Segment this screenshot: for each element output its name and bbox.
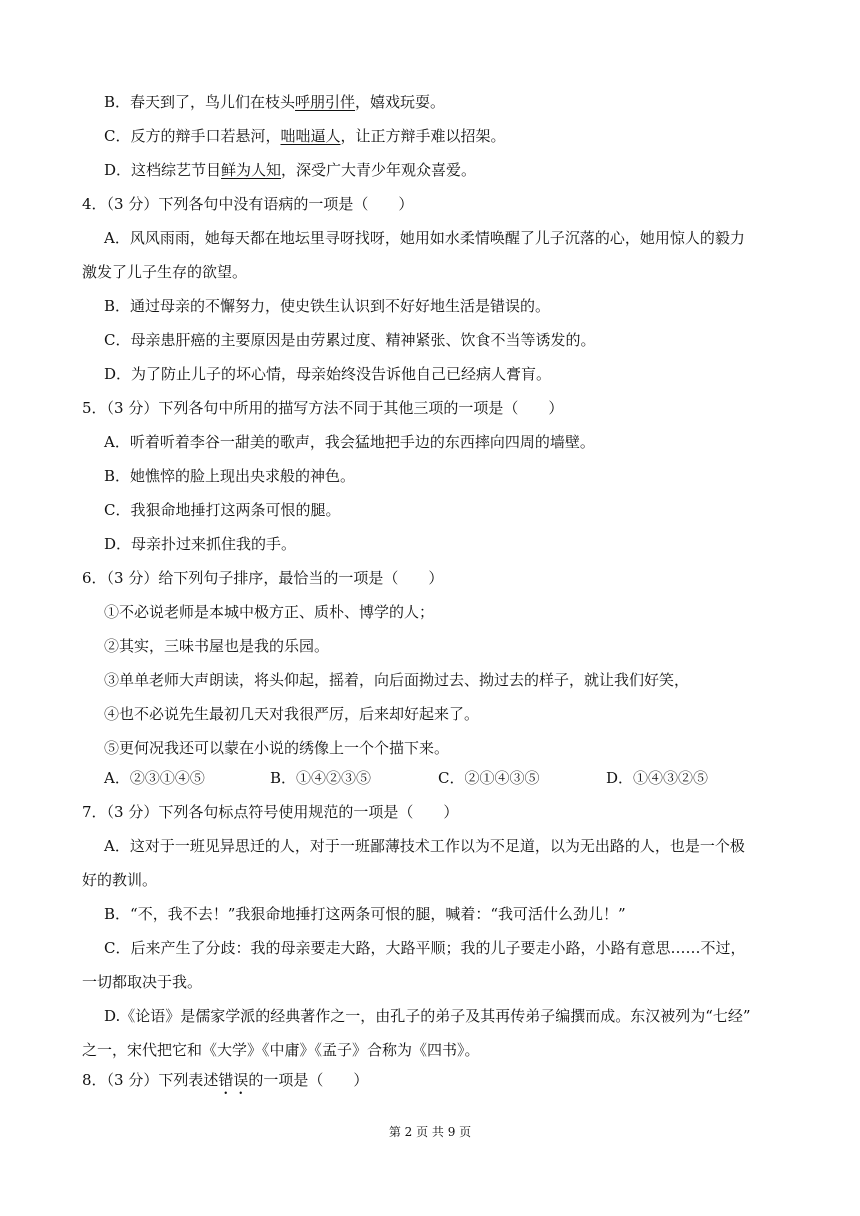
q7-option-c-line2: 一切都取决于我。 bbox=[82, 973, 203, 991]
q3-option-d-post: ，深受广大青少年观众喜爱。 bbox=[281, 161, 477, 179]
q8-stem-pre: 8．（3 分）下列表述 bbox=[82, 1071, 219, 1089]
q6-sentence-2: ②其实，三味书屋也是我的乐园。 bbox=[104, 637, 330, 655]
q7-option-b: B．“不，我不去！”我狠命地捶打这两条可恨的腿，喊着：“我可活什么劲儿！” bbox=[104, 905, 626, 923]
q3-option-b-underlined: 呼朋引伴 bbox=[295, 93, 356, 111]
q5-option-a: A．听着听着李谷一甜美的歌声，我会猛地把手边的东西摔向四周的墙壁。 bbox=[104, 433, 595, 451]
q6-sentence-3: ③单单老师大声朗读，将头仰起，摇着，向后面拗过去、拗过去的样子，就让我们好笑， bbox=[104, 671, 690, 689]
q8-emphasized-word: 错误 bbox=[218, 1071, 249, 1089]
q3-option-c bbox=[104, 126, 506, 146]
q3-option-d-pre: D．这档综艺节目 bbox=[104, 161, 222, 179]
q4-option-d: D．为了防止儿子的坏心情，母亲始终没告诉他自己已经病人膏肓。 bbox=[104, 365, 552, 383]
q7-option-a-line2: 好的教训。 bbox=[82, 871, 158, 889]
q6-stem: 6．（3 分）给下列句子排序，最恰当的一项是（ ） bbox=[82, 569, 444, 587]
q4-option-a-line2: 激发了儿子生存的欲望。 bbox=[82, 263, 248, 281]
q4-stem: 4．（3 分）下列各句中没有语病的一项是（ ） bbox=[82, 195, 414, 213]
q6-option-b: B．①④②③⑤ bbox=[270, 769, 372, 787]
q3-option-b bbox=[104, 92, 445, 112]
q5-option-c: C．我狠命地捶打这两条可恨的腿。 bbox=[104, 501, 341, 519]
q7-stem: 7．（3 分）下列各句标点符号使用规范的一项是（ ） bbox=[82, 803, 459, 821]
q3-option-d-underlined: 鲜为人知 bbox=[221, 161, 282, 179]
q3-option-d bbox=[104, 160, 476, 180]
q6-sentence-4: ④也不必说先生最初几天对我很严厉，后来却好起来了。 bbox=[104, 705, 480, 723]
q4-option-c: C．母亲患肝癌的主要原因是由劳累过度、精神紧张、饮食不当等诱发的。 bbox=[104, 331, 596, 349]
q4-option-a-line1: A．风风雨雨，她每天都在地坛里寻呀找呀，她用如水柔情唤醒了儿子沉落的心，她用惊人的毅力 bbox=[104, 229, 745, 247]
q7-option-d-line2: 之一，宋代把它和《大学》《中庸》《孟子》合称为《四书》。 bbox=[82, 1041, 480, 1059]
q3-option-b-post: ，嬉戏玩耍。 bbox=[355, 93, 446, 111]
q8-stem-post: 的一项是（ ） bbox=[248, 1071, 369, 1089]
q6-sentence-1: ①不必说老师是本城中极方正、质朴、博学的人； bbox=[104, 603, 435, 621]
q7-option-c-line1: C．后来产生了分歧：我的母亲要走大路，大路平顺；我的儿子要走小路，小路有意思……不过， bbox=[104, 939, 746, 957]
q3-option-c-underlined: 咄咄逼人 bbox=[280, 127, 341, 145]
q4-option-b: B．通过母亲的不懈努力，使史铁生认识到不好好地生活是错误的。 bbox=[104, 297, 551, 315]
q6-option-a: A．②③①④⑤ bbox=[104, 769, 205, 787]
q6-sentence-5: ⑤更何况我还可以蒙在小说的绣像上一个个描下来。 bbox=[104, 739, 450, 757]
q5-stem: 5．（3 分）下列各句中所用的描写方法不同于其他三项的一项是（ ） bbox=[82, 399, 564, 417]
q7-option-d-line1: D.《论语》是儒家学派的经典著作之一，由孔子的弟子及其再传弟子编撰而成。东汉被列为“七经” bbox=[104, 1007, 751, 1025]
q3-option-c-pre: C．反方的辩手口若悬河， bbox=[104, 127, 281, 145]
q5-option-d: D．母亲扑过来抓住我的手。 bbox=[104, 535, 297, 553]
q3-option-b-pre: B．春天到了，鸟儿们在枝头 bbox=[104, 93, 296, 111]
q8-stem bbox=[82, 1070, 368, 1098]
q7-option-a-line1: A．这对于一班见异思迁的人，对于一班鄙薄技术工作以为不足道，以为无出路的人，也是一个极 bbox=[104, 837, 745, 855]
q6-option-c: C．②①④③⑤ bbox=[438, 769, 540, 787]
page-footer: 第 2 页 共 9 页 bbox=[388, 1125, 472, 1139]
q6-option-d: D．①④③②⑤ bbox=[606, 769, 709, 787]
q5-option-b: B．她憔悴的脸上现出央求般的神色。 bbox=[104, 467, 356, 485]
q3-option-c-post: ，让正方辩手难以招架。 bbox=[340, 127, 506, 145]
